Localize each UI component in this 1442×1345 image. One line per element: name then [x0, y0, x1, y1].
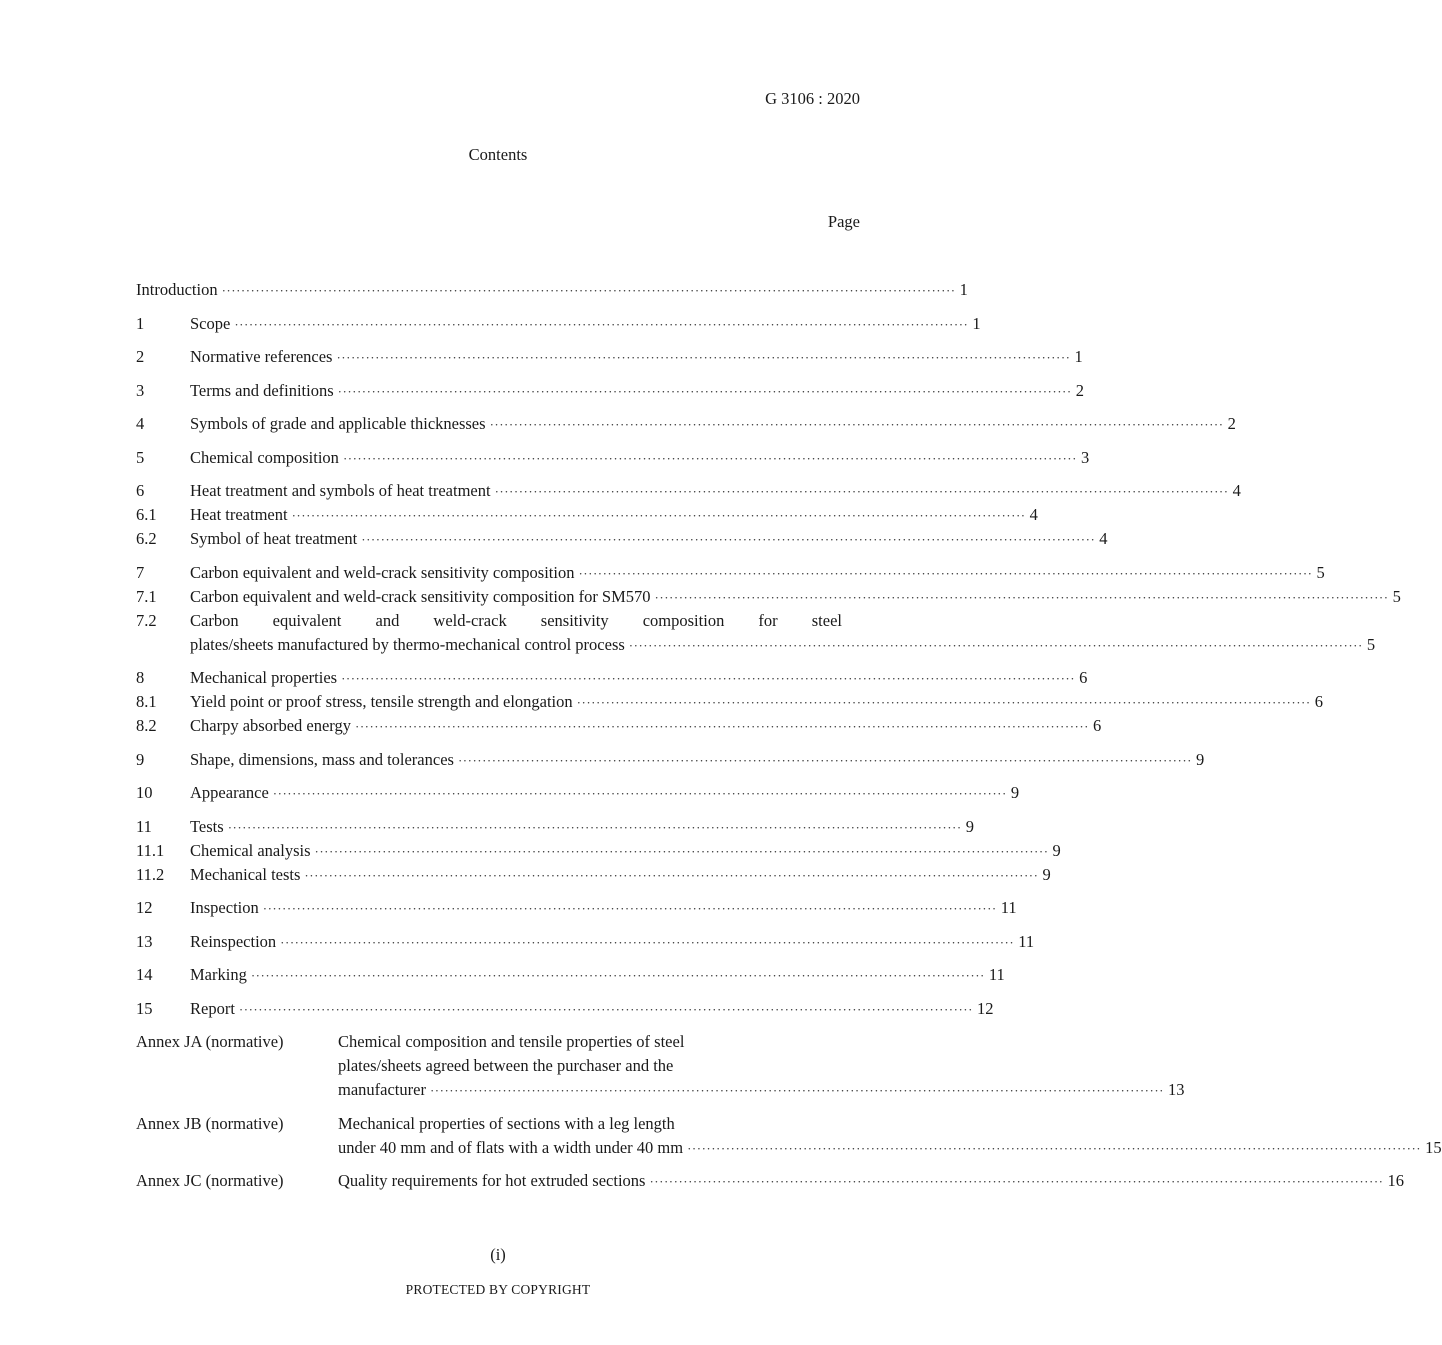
dot-leader — [280, 930, 1014, 954]
toc-entry-page: 2 — [1075, 380, 1084, 400]
annex-title — [338, 1169, 1404, 1193]
toc-entry[interactable] — [136, 815, 974, 839]
dot-leader — [263, 896, 997, 920]
dot-leader — [649, 1169, 1383, 1193]
toc-entry-title: Tests — [190, 816, 224, 836]
toc-entry-page: 11 — [1000, 898, 1017, 917]
toc-group — [136, 379, 1084, 403]
toc-entry-number: 8.2 — [136, 716, 157, 735]
toc-entry[interactable] — [136, 479, 1241, 503]
toc-group — [136, 446, 1090, 470]
toc-entry-page: 9 — [1010, 783, 1020, 802]
dot-leader — [655, 585, 1389, 609]
annex-title-line — [338, 1112, 1442, 1136]
toc-entry-page: 3 — [1080, 447, 1090, 467]
annex-label: Annex JA (normative) — [136, 1032, 284, 1051]
toc-entry-title: Chemical analysis — [190, 840, 311, 860]
toc-entry-number: 11.1 — [136, 840, 165, 860]
annex-title — [338, 1030, 1184, 1102]
toc-entry-number: 4 — [136, 414, 145, 433]
toc-entry[interactable] — [136, 863, 1051, 887]
toc-entry-page: 12 — [976, 998, 994, 1018]
toc-entry-title: Appearance — [190, 783, 269, 802]
toc-entry-number: 6 — [136, 481, 145, 500]
toc-group — [136, 278, 968, 302]
toc-entry[interactable] — [136, 527, 1108, 551]
toc-entry[interactable] — [136, 312, 981, 336]
dot-leader — [490, 412, 1224, 436]
toc-group — [136, 479, 1241, 551]
toc-entry-number: 13 — [136, 931, 153, 951]
toc-entry-number: 14 — [136, 965, 153, 984]
toc-entry-title: Symbol of heat treatment — [190, 529, 358, 548]
toc-entry-title: Charpy absorbed energy — [190, 716, 351, 735]
annex-title-last-line — [338, 1078, 1184, 1102]
toc-entry-title: Terms and definitions — [190, 380, 334, 400]
toc-entry-title: Mechanical tests — [190, 864, 301, 884]
toc-entry-title: Chemical composition — [190, 447, 339, 467]
toc-entry-number: 8 — [136, 668, 145, 687]
toc-group — [136, 412, 1236, 436]
toc-entry-number: 8.1 — [136, 692, 157, 711]
toc-entry-title: Introduction — [136, 280, 218, 299]
toc-entry[interactable] — [136, 997, 994, 1021]
toc-group — [136, 930, 1035, 954]
toc-entry[interactable] — [136, 896, 1017, 920]
toc-entry-page: 11 — [988, 965, 1005, 984]
toc-entry-number: 12 — [136, 898, 153, 917]
toc-group — [136, 312, 981, 336]
contents-title: Contents — [468, 145, 528, 164]
table-of-contents — [136, 278, 1442, 1203]
toc-group — [136, 561, 1401, 657]
toc-entry[interactable] — [136, 412, 1236, 436]
toc-group — [136, 666, 1323, 738]
dot-leader — [355, 714, 1089, 738]
dot-leader — [361, 527, 1095, 551]
toc-entry-page: 1 — [1074, 347, 1083, 366]
toc-entry-page: 9 — [965, 816, 974, 836]
toc-group — [136, 815, 1061, 887]
dot-leader — [338, 379, 1072, 403]
toc-entry-title: Mechanical properties — [190, 668, 338, 687]
toc-entry[interactable] — [136, 278, 968, 302]
toc-entry-number: 1 — [136, 313, 145, 333]
toc-entry-title: Heat treatment and symbols of heat treatment — [190, 481, 491, 500]
toc-entry-page: 1 — [972, 313, 981, 333]
toc-entry-page: 5 — [1392, 586, 1401, 606]
dot-leader — [458, 748, 1192, 772]
toc-entry-number: 6.2 — [136, 529, 157, 548]
toc-entry-number: 11 — [136, 816, 152, 836]
toc-entry-title-line1: Carbon equivalent and weld-crack sensitivity composition for steel — [190, 610, 842, 630]
annex-title-text: Mechanical properties of sections with a leg length — [338, 1113, 675, 1133]
toc-entry-page: 4 — [1029, 505, 1038, 524]
dot-leader — [495, 479, 1229, 503]
annex-title-line — [338, 1054, 1184, 1078]
toc-entry[interactable] — [136, 930, 1035, 954]
dot-leader — [578, 561, 1312, 585]
toc-entry-page: 4 — [1099, 529, 1108, 548]
toc-entry[interactable] — [136, 379, 1084, 403]
page-column-label: Page — [827, 212, 860, 231]
toc-entry[interactable] — [136, 446, 1090, 470]
toc-entry[interactable] — [136, 839, 1061, 863]
toc-entry[interactable] — [136, 585, 1401, 609]
dot-leader — [251, 963, 985, 987]
annex-title-last-line — [338, 1169, 1404, 1193]
toc-entry-number: 11.2 — [136, 864, 165, 884]
toc-entry[interactable] — [136, 690, 1323, 714]
dot-leader — [273, 781, 1007, 805]
dot-leader — [341, 666, 1075, 690]
toc-entry-title: Heat treatment — [190, 505, 288, 524]
toc-entry-number: 9 — [136, 749, 145, 769]
dot-leader — [577, 690, 1311, 714]
dot-leader — [304, 863, 1038, 887]
annex-title-text: Quality requirements for hot extruded sections — [338, 1171, 646, 1190]
toc-entry-number: 7.1 — [136, 586, 157, 606]
toc-entry-page: 4 — [1232, 481, 1241, 500]
dot-leader — [222, 278, 956, 302]
toc-entry[interactable] — [136, 748, 1205, 772]
toc-entry-title: Yield point or proof stress, tensile strength and elongation — [190, 692, 573, 711]
toc-entry-number: 6.1 — [136, 505, 157, 524]
toc-entry[interactable] — [136, 561, 1325, 585]
toc-entry[interactable] — [136, 503, 1038, 527]
toc-entry[interactable] — [136, 781, 1020, 805]
toc-entry-page: 9 — [1042, 864, 1051, 884]
toc-entry-number: 3 — [136, 380, 145, 400]
toc-entry-title: Symbols of grade and applicable thicknesses — [190, 414, 486, 433]
annex-entry[interactable] — [136, 1169, 1404, 1193]
toc-entry-page: 11 — [1018, 931, 1035, 951]
toc-entry-page: 9 — [1052, 840, 1061, 860]
annex-page: 15 — [1425, 1137, 1442, 1157]
dot-leader — [228, 815, 962, 839]
toc-entry-page: 5 — [1316, 562, 1325, 582]
toc-entry[interactable] — [136, 666, 1088, 690]
toc-entry-number: 10 — [136, 783, 153, 802]
annex-page: 13 — [1167, 1080, 1185, 1099]
toc-entry-first-line — [136, 609, 842, 633]
toc-entry[interactable] — [136, 714, 1102, 738]
toc-group — [136, 748, 1205, 772]
toc-entry-page: 9 — [1195, 749, 1205, 769]
annex-label: Annex JB (normative) — [136, 1113, 284, 1133]
toc-entry-number: 15 — [136, 998, 153, 1018]
dot-leader — [336, 345, 1070, 369]
dot-leader — [292, 503, 1026, 527]
dot-leader — [315, 839, 1049, 863]
annex-label: Annex JC (normative) — [136, 1171, 284, 1190]
toc-entry-title: Carbon equivalent and weld-crack sensitivity composition for SM570 — [190, 586, 651, 606]
toc-entry-title: Reinspection — [190, 931, 277, 951]
dot-leader — [430, 1078, 1164, 1102]
dot-leader — [629, 633, 1363, 657]
toc-entry-title: Normative references — [190, 347, 333, 366]
toc-entry-page: 6 — [1079, 668, 1088, 687]
toc-entry-number: 5 — [136, 447, 145, 467]
annex-title-text: plates/sheets agreed between the purchaser and the — [338, 1056, 674, 1075]
toc-entry-page: 5 — [1366, 634, 1376, 654]
dot-leader — [234, 312, 968, 336]
toc-entry-title: Shape, dimensions, mass and tolerances — [190, 749, 454, 769]
annex-entry[interactable] — [136, 1030, 1185, 1102]
toc-entry-page: 2 — [1227, 414, 1236, 433]
toc-group — [136, 997, 994, 1021]
annex-page: 16 — [1387, 1171, 1404, 1190]
toc-entry-page: 6 — [1314, 692, 1323, 711]
annex-title-line — [338, 1030, 1184, 1054]
toc-entry-number: 7 — [136, 562, 145, 582]
annex-title-text: manufacturer — [338, 1080, 426, 1099]
toc-group — [136, 781, 1020, 805]
toc-entry-number: 7.2 — [136, 610, 157, 630]
page-folio: (i) — [490, 1245, 506, 1264]
toc-entry-title: Inspection — [190, 898, 259, 917]
dot-leader — [687, 1136, 1421, 1160]
toc-entry[interactable] — [136, 963, 1005, 987]
toc-entry-page: 1 — [959, 280, 968, 299]
toc-entry[interactable] — [136, 633, 1376, 657]
annex-title — [338, 1112, 1442, 1160]
copyright-notice: PROTECTED BY COPYRIGHT — [405, 1282, 591, 1297]
toc-entry-title: Report — [190, 998, 235, 1018]
annex-title-text: Chemical composition and tensile properties of steel — [338, 1032, 685, 1051]
annex-entry[interactable] — [136, 1112, 1442, 1160]
toc-entry-title: Carbon equivalent and weld-crack sensitivity composition — [190, 562, 575, 582]
toc-entry-title: plates/sheets manufactured by thermo-mechanical control process — [190, 634, 625, 654]
standard-code: G 3106 : 2020 — [765, 89, 860, 108]
dot-leader — [343, 446, 1077, 470]
toc-group — [136, 896, 1017, 920]
toc-group — [136, 345, 1083, 369]
toc-entry-page: 6 — [1093, 716, 1102, 735]
toc-entry-number: 2 — [136, 347, 145, 366]
annex-title-text: under 40 mm and of flats with a width under 40 mm — [338, 1137, 684, 1157]
toc-entry-title: Scope — [190, 313, 231, 333]
dot-leader — [239, 997, 973, 1021]
annex-title-last-line — [338, 1136, 1442, 1160]
toc-entry[interactable] — [136, 345, 1083, 369]
toc-group — [136, 963, 1005, 987]
toc-entry-title: Marking — [190, 965, 247, 984]
